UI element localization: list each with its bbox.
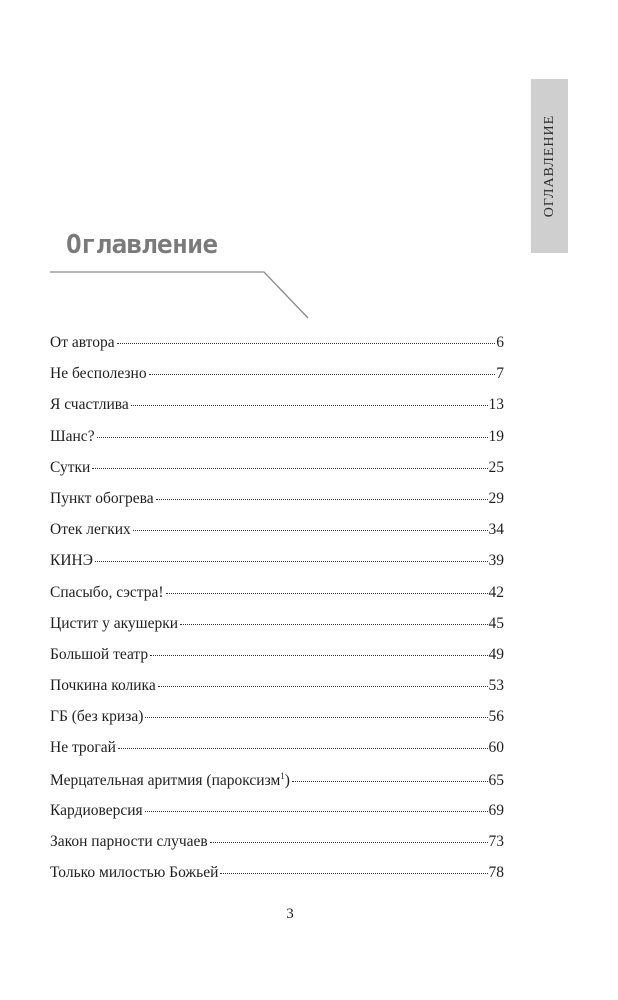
- toc-entry-title: Не бесполезно: [50, 365, 147, 383]
- section-side-tab: [531, 79, 568, 253]
- toc-leader-dots: [292, 781, 488, 782]
- toc-entry[interactable]: [50, 833, 504, 864]
- toc-entry-title: Отек легких: [50, 521, 131, 539]
- toc-entry-page: 49: [488, 645, 504, 663]
- toc-entry[interactable]: [50, 677, 504, 708]
- toc-entry[interactable]: [50, 334, 504, 365]
- toc-entry-title: Большой театр: [50, 645, 149, 663]
- toc-entry[interactable]: [50, 521, 504, 552]
- toc-leader-dots: [131, 405, 488, 406]
- toc-entry-page: 13: [488, 396, 504, 414]
- toc-entry[interactable]: [50, 739, 504, 770]
- toc-entry-page: 69: [488, 801, 504, 819]
- toc-entry-title: Кардиоверсия: [50, 801, 143, 819]
- toc-entry-page: 45: [488, 614, 504, 632]
- toc-entry-page: 65: [488, 771, 504, 789]
- toc-entry-title: Шанс?: [50, 427, 95, 445]
- side-tab-label: ОГЛАВЛЕНИЕ: [541, 114, 557, 218]
- toc-entry-page: 39: [488, 552, 504, 570]
- toc-entry[interactable]: [50, 584, 504, 615]
- toc-entry-page: 7: [496, 365, 504, 383]
- toc-entry-title: Пункт обогрева: [50, 489, 154, 507]
- toc-entry-title: ГБ (без криза): [50, 708, 144, 726]
- footnote-marker[interactable]: 1: [280, 770, 285, 781]
- toc-entry-title: Закон парности случаев: [50, 833, 208, 850]
- toc-entry-page: 60: [488, 739, 504, 757]
- toc-entry[interactable]: [50, 771, 504, 802]
- toc-entry-page: 42: [488, 583, 504, 601]
- toc-entry[interactable]: [50, 646, 504, 677]
- toc-leader-dots: [156, 499, 488, 500]
- toc-leader-dots: [149, 374, 496, 375]
- toc-entry-page: 29: [488, 489, 504, 507]
- toc-leader-dots: [145, 811, 488, 812]
- toc-leader-dots: [97, 437, 488, 438]
- toc-entry-title: Мерцательная аритмия (пароксизм: [50, 771, 281, 789]
- toc-leader-dots: [220, 873, 487, 874]
- toc-leader-dots: [133, 530, 488, 531]
- toc-entry-page: 25: [488, 458, 504, 476]
- toc-leader-dots: [180, 624, 487, 625]
- toc-entry-title: Спасыбо, сэстра!: [50, 583, 164, 601]
- toc-leader-dots: [117, 343, 496, 344]
- toc-leader-dots: [210, 842, 488, 843]
- toc-entry[interactable]: [50, 459, 504, 490]
- toc-entry[interactable]: [50, 552, 504, 583]
- toc-entry-title: КИНЭ: [50, 552, 93, 570]
- toc-entry-title: Только милостью Божьей: [50, 864, 219, 882]
- toc-entry-page: 53: [488, 677, 504, 695]
- toc-leader-dots: [92, 468, 487, 469]
- toc-entry-title: Я счастлива: [50, 396, 129, 414]
- toc-entry-page: 73: [488, 833, 504, 850]
- toc-entry[interactable]: [50, 365, 504, 396]
- toc-leader-dots: [118, 748, 488, 749]
- toc-entry-page: 19: [488, 427, 504, 445]
- toc-entry[interactable]: [50, 708, 504, 739]
- toc-entry[interactable]: [50, 864, 504, 895]
- toc-entry-title-wrap: [50, 771, 290, 790]
- toc-leader-dots: [158, 686, 488, 687]
- title-underline-decoration: [50, 262, 312, 322]
- toc-entry-page: 34: [488, 521, 504, 539]
- toc-entry-page: 6: [496, 334, 504, 351]
- toc-leader-dots: [150, 655, 487, 656]
- toc-entry[interactable]: [50, 396, 504, 427]
- toc-entry-title: Сутки: [50, 458, 91, 476]
- toc-entry-page: 56: [488, 708, 504, 726]
- toc-leader-dots: [95, 561, 488, 562]
- toc-entry[interactable]: [50, 428, 504, 459]
- page-number: 3: [286, 906, 294, 922]
- toc-leader-dots: [166, 593, 488, 594]
- toc-entry[interactable]: [50, 802, 504, 833]
- toc-list: [50, 334, 504, 895]
- toc-entry-title: Цистит у акушерки: [50, 614, 179, 632]
- toc-entry[interactable]: [50, 615, 504, 646]
- toc-entry-title-suffix: ): [284, 771, 290, 789]
- toc-entry-title: От автора: [50, 334, 115, 351]
- toc-entry-page: 78: [488, 864, 504, 882]
- toc-entry[interactable]: [50, 490, 504, 521]
- toc-entry-title: Не трогай: [50, 739, 116, 757]
- toc-title: Оглавление: [66, 230, 218, 260]
- toc-leader-dots: [145, 717, 487, 718]
- toc-entry-title: Почкина колика: [50, 677, 156, 695]
